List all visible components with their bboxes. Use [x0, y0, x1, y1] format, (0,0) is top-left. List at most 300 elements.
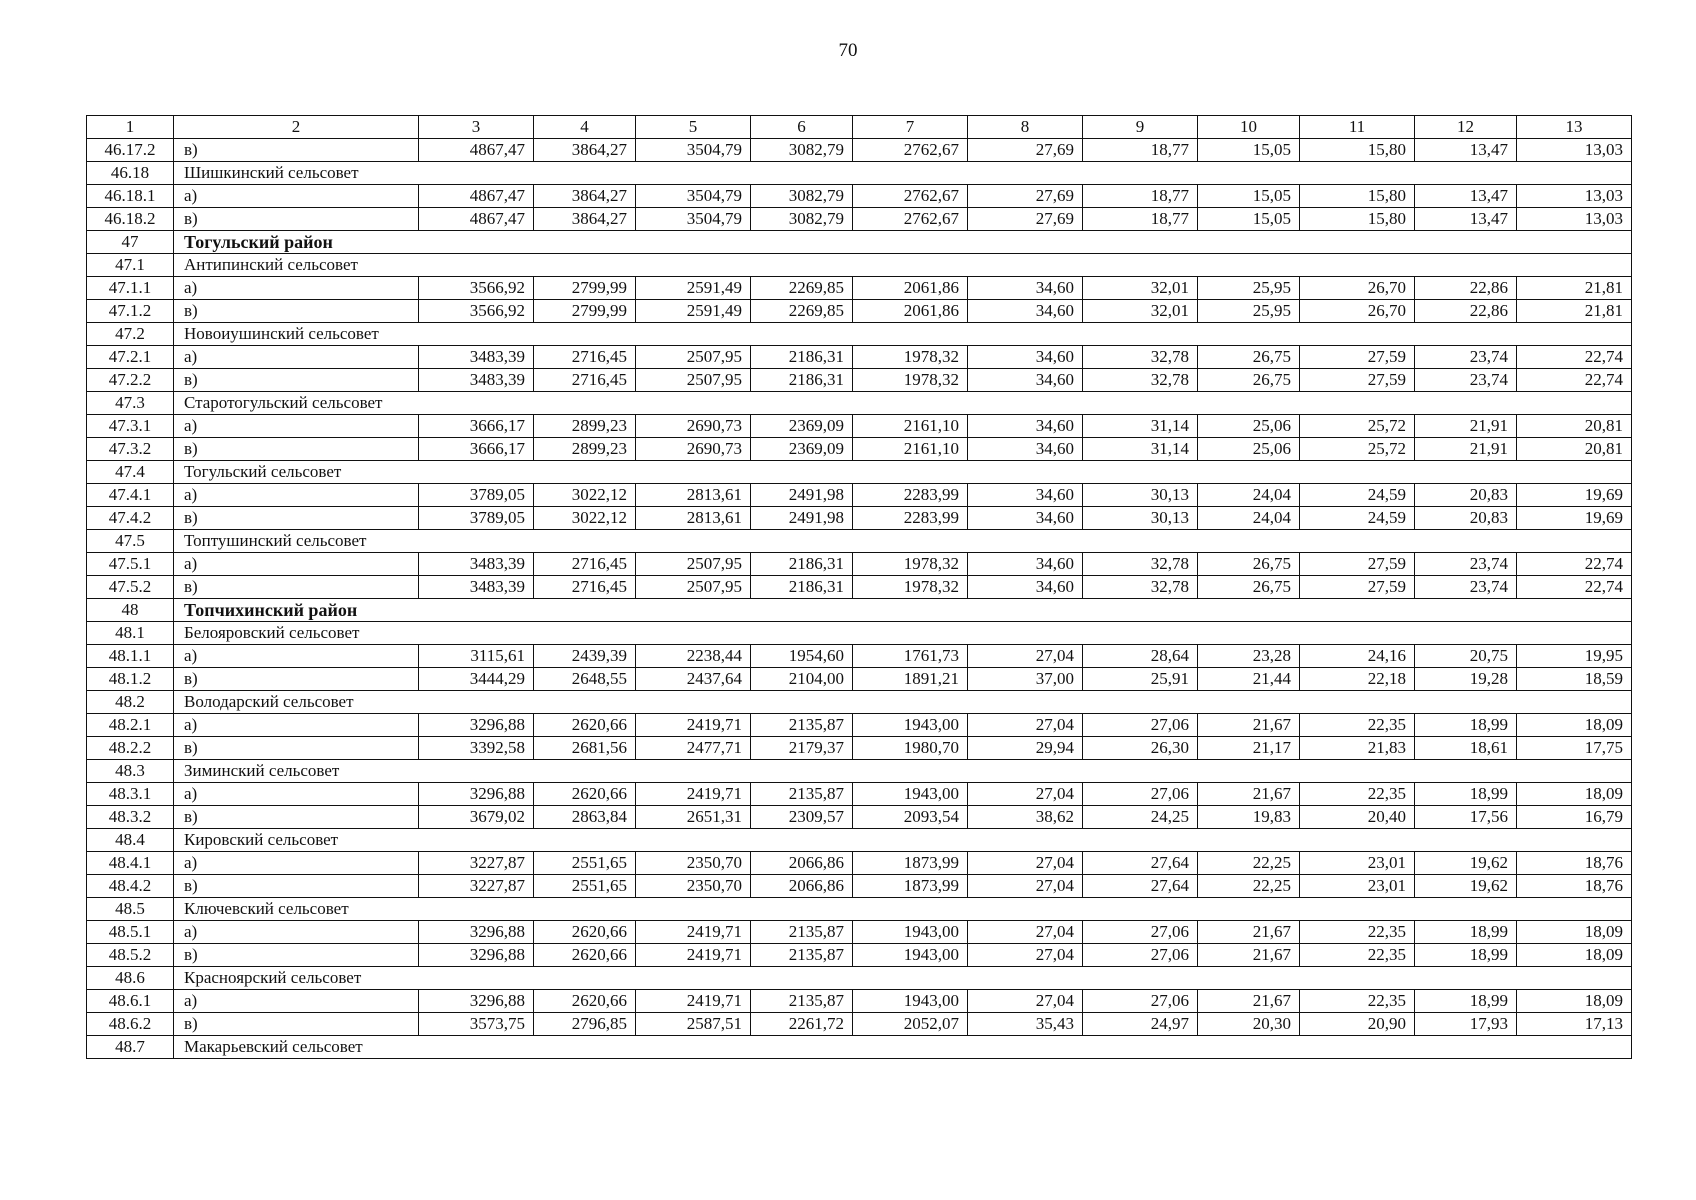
district-title: Топчихинский район [174, 599, 1632, 622]
value-cell: 18,09 [1517, 921, 1632, 944]
table-row [87, 806, 1632, 829]
value-cell: 2350,70 [636, 852, 751, 875]
value-cell: 34,60 [968, 346, 1083, 369]
value-cell: 26,30 [1083, 737, 1198, 760]
value-cell: 2052,07 [853, 1013, 968, 1036]
settlement-row [87, 898, 1632, 921]
value-cell: 1891,21 [853, 668, 968, 691]
row-label: в) [174, 438, 419, 461]
table-row [87, 668, 1632, 691]
value-cell: 2135,87 [751, 714, 853, 737]
row-code: 48.4 [87, 829, 174, 852]
value-cell: 27,59 [1300, 346, 1415, 369]
value-cell: 3483,39 [419, 369, 534, 392]
table-row [87, 139, 1632, 162]
value-cell: 22,25 [1198, 875, 1300, 898]
value-cell: 25,72 [1300, 415, 1415, 438]
table-row [87, 346, 1632, 369]
value-cell: 22,35 [1300, 990, 1415, 1013]
row-code: 47.4 [87, 461, 174, 484]
value-cell: 2648,55 [534, 668, 636, 691]
value-cell: 19,62 [1415, 852, 1517, 875]
value-cell: 1943,00 [853, 944, 968, 967]
value-cell: 1978,32 [853, 576, 968, 599]
value-cell: 2179,37 [751, 737, 853, 760]
value-cell: 27,04 [968, 645, 1083, 668]
value-cell: 27,69 [968, 185, 1083, 208]
row-label: а) [174, 645, 419, 668]
value-cell: 2238,44 [636, 645, 751, 668]
row-code: 48.3.1 [87, 783, 174, 806]
value-cell: 23,01 [1300, 852, 1415, 875]
row-label: в) [174, 369, 419, 392]
value-cell: 2620,66 [534, 990, 636, 1013]
value-cell: 26,70 [1300, 300, 1415, 323]
row-code: 46.17.2 [87, 139, 174, 162]
value-cell: 13,03 [1517, 185, 1632, 208]
value-cell: 29,94 [968, 737, 1083, 760]
value-cell: 3296,88 [419, 990, 534, 1013]
value-cell: 2269,85 [751, 277, 853, 300]
value-cell: 34,60 [968, 484, 1083, 507]
value-cell: 4867,47 [419, 139, 534, 162]
value-cell: 2135,87 [751, 783, 853, 806]
value-cell: 1873,99 [853, 852, 968, 875]
value-cell: 13,03 [1517, 139, 1632, 162]
row-code: 47.5.2 [87, 576, 174, 599]
value-cell: 1761,73 [853, 645, 968, 668]
value-cell: 20,81 [1517, 438, 1632, 461]
value-cell: 2419,71 [636, 783, 751, 806]
value-cell: 3296,88 [419, 921, 534, 944]
table-row [87, 576, 1632, 599]
value-cell: 2551,65 [534, 875, 636, 898]
table-row [87, 553, 1632, 576]
value-cell: 34,60 [968, 415, 1083, 438]
settlement-title: Зиминский сельсовет [174, 760, 1632, 783]
value-cell: 2507,95 [636, 576, 751, 599]
value-cell: 25,06 [1198, 415, 1300, 438]
value-cell: 25,72 [1300, 438, 1415, 461]
row-code: 46.18 [87, 162, 174, 185]
row-code: 47.1.1 [87, 277, 174, 300]
row-label: а) [174, 921, 419, 944]
settlement-row [87, 461, 1632, 484]
value-cell: 20,90 [1300, 1013, 1415, 1036]
value-cell: 2507,95 [636, 346, 751, 369]
value-cell: 2690,73 [636, 415, 751, 438]
value-cell: 25,06 [1198, 438, 1300, 461]
value-cell: 18,76 [1517, 875, 1632, 898]
value-cell: 2369,09 [751, 415, 853, 438]
value-cell: 2899,23 [534, 415, 636, 438]
value-cell: 21,91 [1415, 438, 1517, 461]
settlement-title: Старотогульский сельсовет [174, 392, 1632, 415]
value-cell: 27,59 [1300, 553, 1415, 576]
row-code: 48.3.2 [87, 806, 174, 829]
table-row [87, 737, 1632, 760]
settlement-title: Макарьевский сельсовет [174, 1036, 1632, 1059]
value-cell: 18,09 [1517, 714, 1632, 737]
value-cell: 21,67 [1198, 714, 1300, 737]
settlement-row [87, 162, 1632, 185]
value-cell: 3789,05 [419, 484, 534, 507]
value-cell: 20,83 [1415, 484, 1517, 507]
value-cell: 18,99 [1415, 714, 1517, 737]
value-cell: 3573,75 [419, 1013, 534, 1036]
column-header: 5 [636, 116, 751, 139]
row-code: 48.5.2 [87, 944, 174, 967]
district-row [87, 231, 1632, 254]
value-cell: 15,80 [1300, 208, 1415, 231]
value-cell: 3679,02 [419, 806, 534, 829]
value-cell: 3296,88 [419, 714, 534, 737]
column-header: 7 [853, 116, 968, 139]
row-code: 48.6.2 [87, 1013, 174, 1036]
value-cell: 21,67 [1198, 783, 1300, 806]
value-cell: 34,60 [968, 553, 1083, 576]
row-label: а) [174, 783, 419, 806]
value-cell: 2799,99 [534, 300, 636, 323]
value-cell: 3483,39 [419, 576, 534, 599]
value-cell: 27,04 [968, 990, 1083, 1013]
row-label: а) [174, 714, 419, 737]
value-cell: 2104,00 [751, 668, 853, 691]
value-cell: 17,75 [1517, 737, 1632, 760]
value-cell: 2093,54 [853, 806, 968, 829]
table-row [87, 783, 1632, 806]
value-cell: 3082,79 [751, 185, 853, 208]
table-row [87, 185, 1632, 208]
value-cell: 25,91 [1083, 668, 1198, 691]
value-cell: 2591,49 [636, 300, 751, 323]
value-cell: 2716,45 [534, 369, 636, 392]
value-cell: 2186,31 [751, 369, 853, 392]
settlement-title: Новоиушинский сельсовет [174, 323, 1632, 346]
row-label: а) [174, 852, 419, 875]
value-cell: 24,97 [1083, 1013, 1198, 1036]
settlement-row [87, 392, 1632, 415]
value-cell: 22,35 [1300, 921, 1415, 944]
row-code: 48.6 [87, 967, 174, 990]
value-cell: 21,67 [1198, 944, 1300, 967]
row-code: 48.1 [87, 622, 174, 645]
value-cell: 3504,79 [636, 139, 751, 162]
value-cell: 15,05 [1198, 185, 1300, 208]
value-cell: 18,99 [1415, 990, 1517, 1013]
value-cell: 27,04 [968, 714, 1083, 737]
value-cell: 19,28 [1415, 668, 1517, 691]
value-cell: 24,04 [1198, 484, 1300, 507]
row-label: в) [174, 300, 419, 323]
table-row [87, 990, 1632, 1013]
value-cell: 22,25 [1198, 852, 1300, 875]
row-code: 47.2 [87, 323, 174, 346]
value-cell: 20,30 [1198, 1013, 1300, 1036]
value-cell: 27,69 [968, 139, 1083, 162]
value-cell: 27,64 [1083, 852, 1198, 875]
value-cell: 3296,88 [419, 783, 534, 806]
value-cell: 27,06 [1083, 944, 1198, 967]
value-cell: 2437,64 [636, 668, 751, 691]
value-cell: 32,78 [1083, 553, 1198, 576]
value-cell: 3227,87 [419, 852, 534, 875]
value-cell: 22,86 [1415, 300, 1517, 323]
value-cell: 2135,87 [751, 990, 853, 1013]
value-cell: 18,99 [1415, 944, 1517, 967]
value-cell: 2419,71 [636, 990, 751, 1013]
row-code: 48.5 [87, 898, 174, 921]
value-cell: 2716,45 [534, 553, 636, 576]
settlement-title: Белояровский сельсовет [174, 622, 1632, 645]
value-cell: 22,18 [1300, 668, 1415, 691]
row-code: 48.7 [87, 1036, 174, 1059]
value-cell: 2061,86 [853, 300, 968, 323]
value-cell: 3666,17 [419, 438, 534, 461]
value-cell: 27,04 [968, 852, 1083, 875]
value-cell: 18,99 [1415, 783, 1517, 806]
value-cell: 13,47 [1415, 208, 1517, 231]
value-cell: 2419,71 [636, 921, 751, 944]
value-cell: 2066,86 [751, 852, 853, 875]
value-cell: 2066,86 [751, 875, 853, 898]
column-header: 1 [87, 116, 174, 139]
value-cell: 27,06 [1083, 714, 1198, 737]
row-code: 47.3.1 [87, 415, 174, 438]
value-cell: 15,80 [1300, 139, 1415, 162]
value-cell: 2261,72 [751, 1013, 853, 1036]
value-cell: 26,70 [1300, 277, 1415, 300]
value-cell: 3082,79 [751, 139, 853, 162]
value-cell: 3504,79 [636, 208, 751, 231]
settlement-title: Антипинский сельсовет [174, 254, 1632, 277]
row-label: а) [174, 484, 419, 507]
settlement-title: Ключевский сельсовет [174, 898, 1632, 921]
value-cell: 2587,51 [636, 1013, 751, 1036]
row-code: 47.1.2 [87, 300, 174, 323]
settlement-row [87, 254, 1632, 277]
value-cell: 3227,87 [419, 875, 534, 898]
value-cell: 22,74 [1517, 369, 1632, 392]
value-cell: 20,40 [1300, 806, 1415, 829]
value-cell: 2620,66 [534, 714, 636, 737]
value-cell: 2863,84 [534, 806, 636, 829]
settlement-title: Красноярский сельсовет [174, 967, 1632, 990]
value-cell: 13,03 [1517, 208, 1632, 231]
value-cell: 2799,99 [534, 277, 636, 300]
table-row [87, 507, 1632, 530]
row-code: 48.1.2 [87, 668, 174, 691]
value-cell: 2651,31 [636, 806, 751, 829]
row-code: 47.1 [87, 254, 174, 277]
value-cell: 28,64 [1083, 645, 1198, 668]
column-header: 3 [419, 116, 534, 139]
value-cell: 18,59 [1517, 668, 1632, 691]
value-cell: 2439,39 [534, 645, 636, 668]
value-cell: 4867,47 [419, 185, 534, 208]
settlement-title: Шишкинский сельсовет [174, 162, 1632, 185]
value-cell: 1873,99 [853, 875, 968, 898]
value-cell: 1943,00 [853, 783, 968, 806]
table-row [87, 369, 1632, 392]
row-code: 48.5.1 [87, 921, 174, 944]
table-row [87, 714, 1632, 737]
column-header: 13 [1517, 116, 1632, 139]
value-cell: 1978,32 [853, 346, 968, 369]
settlement-row [87, 323, 1632, 346]
value-cell: 18,09 [1517, 944, 1632, 967]
row-code: 47.5.1 [87, 553, 174, 576]
value-cell: 22,35 [1300, 783, 1415, 806]
value-cell: 13,47 [1415, 139, 1517, 162]
value-cell: 3864,27 [534, 208, 636, 231]
value-cell: 21,91 [1415, 415, 1517, 438]
settlement-title: Кировский сельсовет [174, 829, 1632, 852]
value-cell: 15,05 [1198, 139, 1300, 162]
value-cell: 23,01 [1300, 875, 1415, 898]
value-cell: 23,74 [1415, 553, 1517, 576]
value-cell: 2350,70 [636, 875, 751, 898]
value-cell: 2813,61 [636, 507, 751, 530]
row-label: в) [174, 507, 419, 530]
value-cell: 2762,67 [853, 208, 968, 231]
value-cell: 1978,32 [853, 369, 968, 392]
row-label: а) [174, 346, 419, 369]
value-cell: 13,47 [1415, 185, 1517, 208]
value-cell: 2762,67 [853, 185, 968, 208]
value-cell: 23,74 [1415, 576, 1517, 599]
row-label: в) [174, 944, 419, 967]
row-code: 48.2.1 [87, 714, 174, 737]
value-cell: 35,43 [968, 1013, 1083, 1036]
row-code: 48.3 [87, 760, 174, 783]
value-cell: 17,13 [1517, 1013, 1632, 1036]
value-cell: 17,93 [1415, 1013, 1517, 1036]
row-label: в) [174, 576, 419, 599]
value-cell: 3392,58 [419, 737, 534, 760]
value-cell: 21,67 [1198, 990, 1300, 1013]
value-cell: 26,75 [1198, 576, 1300, 599]
row-code: 47.3 [87, 392, 174, 415]
value-cell: 22,74 [1517, 346, 1632, 369]
settlement-row [87, 829, 1632, 852]
value-cell: 2899,23 [534, 438, 636, 461]
value-cell: 2161,10 [853, 438, 968, 461]
column-header: 2 [174, 116, 419, 139]
table-row [87, 438, 1632, 461]
value-cell: 3504,79 [636, 185, 751, 208]
value-cell: 18,09 [1517, 783, 1632, 806]
value-cell: 3115,61 [419, 645, 534, 668]
value-cell: 21,17 [1198, 737, 1300, 760]
value-cell: 24,16 [1300, 645, 1415, 668]
value-cell: 20,81 [1517, 415, 1632, 438]
value-cell: 2690,73 [636, 438, 751, 461]
table-row [87, 875, 1632, 898]
row-code: 47 [87, 231, 174, 254]
value-cell: 2186,31 [751, 553, 853, 576]
page-number: 70 [838, 40, 858, 61]
value-cell: 2369,09 [751, 438, 853, 461]
row-code: 48 [87, 599, 174, 622]
value-cell: 3483,39 [419, 553, 534, 576]
row-code: 47.3.2 [87, 438, 174, 461]
value-cell: 27,59 [1300, 576, 1415, 599]
value-cell: 19,62 [1415, 875, 1517, 898]
value-cell: 15,80 [1300, 185, 1415, 208]
value-cell: 18,77 [1083, 185, 1198, 208]
value-cell: 2716,45 [534, 576, 636, 599]
settlement-row [87, 1036, 1632, 1059]
settlement-title: Топтушинский сельсовет [174, 530, 1632, 553]
column-header: 6 [751, 116, 853, 139]
value-cell: 20,83 [1415, 507, 1517, 530]
value-cell: 27,59 [1300, 369, 1415, 392]
table-row [87, 415, 1632, 438]
value-cell: 22,74 [1517, 553, 1632, 576]
table-row [87, 484, 1632, 507]
value-cell: 2507,95 [636, 369, 751, 392]
value-cell: 2681,56 [534, 737, 636, 760]
settlement-title: Тогульский сельсовет [174, 461, 1632, 484]
value-cell: 16,79 [1517, 806, 1632, 829]
value-cell: 34,60 [968, 277, 1083, 300]
value-cell: 3296,88 [419, 944, 534, 967]
value-cell: 2716,45 [534, 346, 636, 369]
value-cell: 23,74 [1415, 369, 1517, 392]
value-cell: 22,35 [1300, 714, 1415, 737]
table-row [87, 277, 1632, 300]
value-cell: 31,14 [1083, 438, 1198, 461]
value-cell: 3666,17 [419, 415, 534, 438]
settlement-row [87, 967, 1632, 990]
table-row [87, 1013, 1632, 1036]
value-cell: 18,77 [1083, 139, 1198, 162]
value-cell: 30,13 [1083, 507, 1198, 530]
value-cell: 2419,71 [636, 944, 751, 967]
value-cell: 23,28 [1198, 645, 1300, 668]
value-cell: 18,99 [1415, 921, 1517, 944]
settlement-row [87, 691, 1632, 714]
value-cell: 3789,05 [419, 507, 534, 530]
value-cell: 25,95 [1198, 277, 1300, 300]
column-header: 9 [1083, 116, 1198, 139]
table-row [87, 208, 1632, 231]
value-cell: 3566,92 [419, 300, 534, 323]
row-code: 47.4.2 [87, 507, 174, 530]
value-cell: 25,95 [1198, 300, 1300, 323]
value-cell: 3864,27 [534, 185, 636, 208]
value-cell: 18,76 [1517, 852, 1632, 875]
value-cell: 20,75 [1415, 645, 1517, 668]
settlement-title: Володарский сельсовет [174, 691, 1632, 714]
value-cell: 27,69 [968, 208, 1083, 231]
settlement-row [87, 760, 1632, 783]
row-code: 47.2.1 [87, 346, 174, 369]
value-cell: 21,67 [1198, 921, 1300, 944]
value-cell: 3022,12 [534, 484, 636, 507]
value-cell: 2620,66 [534, 921, 636, 944]
value-cell: 23,74 [1415, 346, 1517, 369]
table-row [87, 300, 1632, 323]
row-code: 48.4.2 [87, 875, 174, 898]
district-row [87, 599, 1632, 622]
value-cell: 3022,12 [534, 507, 636, 530]
value-cell: 2283,99 [853, 484, 968, 507]
column-header: 12 [1415, 116, 1517, 139]
value-cell: 15,05 [1198, 208, 1300, 231]
tariff-table [86, 115, 1632, 1059]
